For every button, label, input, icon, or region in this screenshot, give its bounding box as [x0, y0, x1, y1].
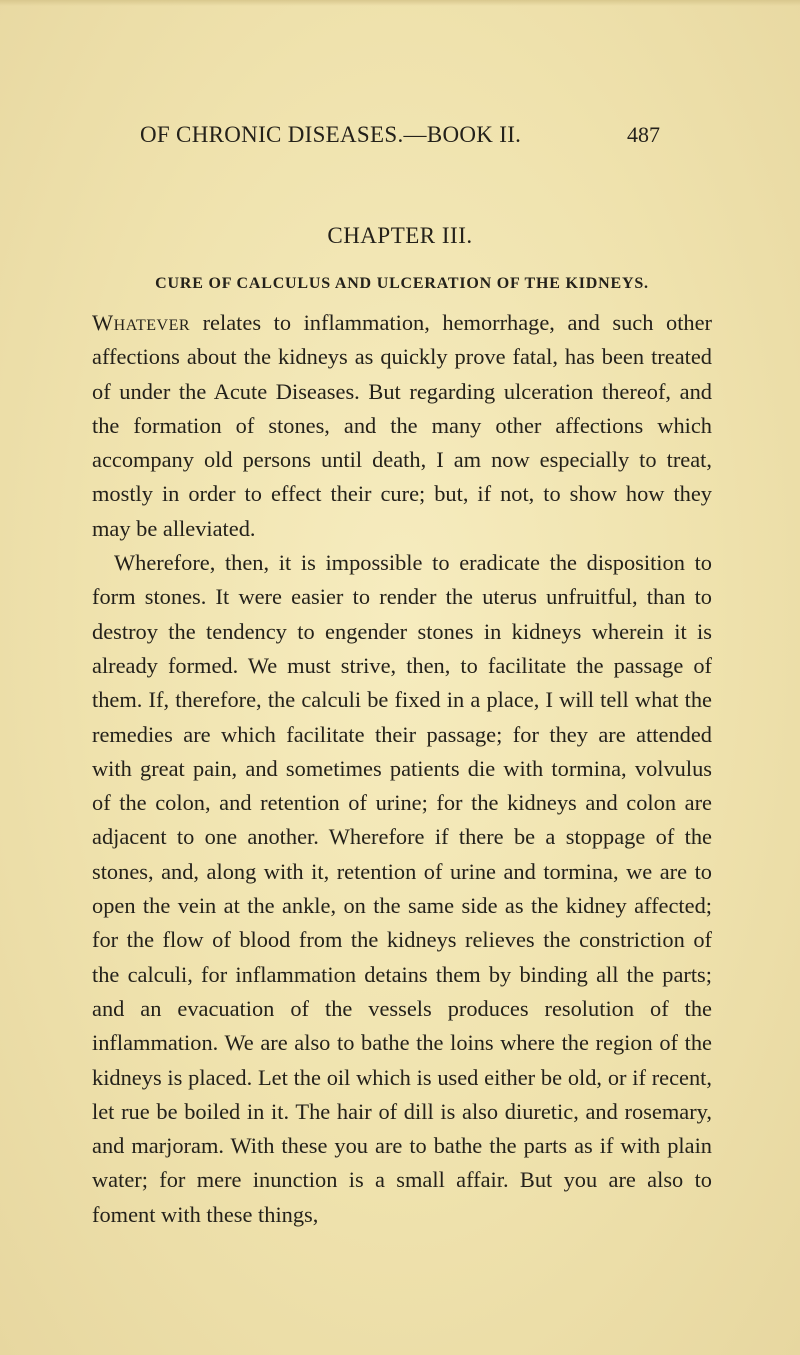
chapter-subheading: CURE OF CALCULUS AND ULCERATION OF THE KIDNEYS. — [155, 275, 649, 292]
page-number: 487 — [627, 122, 660, 147]
running-title: OF CHRONIC DISEASES.—BOOK II. — [140, 122, 522, 147]
chapter-heading: CHAPTER III. — [327, 223, 473, 248]
paragraph: Wherefore, then, it is impossible to eradicate the disposition to form stones. It were easier to render the uterus unfruitful, than to destroy the tendency to engender stones in kidneys wherein it is already formed. We must strive, then, to facilitate the passage of them. If, therefore, the calculi be fixed in a place, I will tell what the remedies are which facilitate their passage; for they are attended with great pain, and sometimes patients die with tormina, volvulus of the colon, and retention of urine; for the kidneys and colon are adjacent to one another. Wherefore if there be a stoppage of the stones, and, along with it, retention of urine and tormina, we are to open the vein at the ankle, on the same side as the kidney affected; for the flow of blood from the kidneys relieves the constriction of the calculi, for inflammation detains them by binding all the parts; and an evacuation of the vessels produces resolution of the inflammation. We are also to bathe the loins where the region of the kidneys is placed. Let the oil which is used either be old, or if recent, let rue be boiled in it. The hair of dill is also diuretic, and rosemary, and marjoram. With these you are to bathe the parts as if with plain water; for mere inunction is a small affair. But you are also to foment with these things, — [92, 550, 712, 1227]
paragraph — [92, 306, 712, 546]
page-top-edge — [0, 0, 800, 6]
running-head — [140, 122, 660, 162]
paragraph-opening-word: Whatever — [92, 310, 191, 335]
body-text — [92, 306, 712, 1232]
paragraph-text: relates to inflammation, hemorrhage, and such other affections about the kidneys as quickly prove fatal, has been treated of under the Acute Diseases. But regarding ulceration thereof, and the formation of stones, and the many other affections which accompany old persons until death, I am now especially to treat, mostly in order to effect their cure; but, if not, to show how they may be alleviated. — [92, 310, 712, 541]
